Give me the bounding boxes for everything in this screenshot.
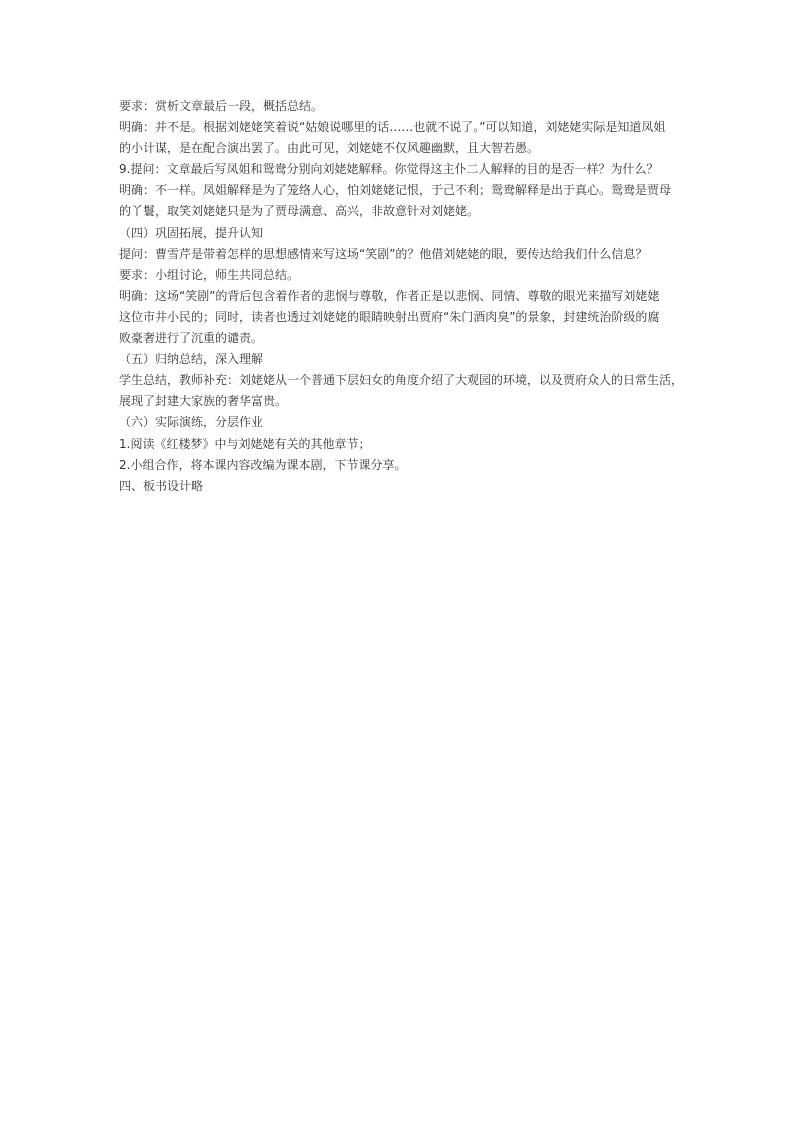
list-item: 2.小组合作，将本课内容改编为课本剧，下节课分享。 xyxy=(119,457,407,472)
paragraph-line: 的丫鬟，取笑刘姥姥只是为了贾母满意、高兴，非故意针对刘姥姥。 xyxy=(119,204,480,219)
section-heading: （六）实际演练，分层作业 xyxy=(119,415,264,430)
paragraph-line: 要求：小组讨论，师生共同总结。 xyxy=(119,267,300,282)
paragraph-line: 明确：这场“笑剧”的背后包含着作者的悲悯与尊敬，作者正是以悲悯、同情、尊敬的眼光来描写刘姥姥 xyxy=(119,288,660,303)
paragraph-line: 明确：不一样。凤姐解释是为了笼络人心，怕刘姥姥记恨，于己不利；鸳鸯解释是出于真心。鸳鸯是贾母 xyxy=(119,183,672,198)
paragraph-line: 要求：赏析文章最后一段，概括总结。 xyxy=(119,99,324,113)
paragraph-line: 提问：曹雪芹是带着怎样的思想感情来写这场“笑剧”的？他借刘姥姥的眼，要传达给我们什么信息？ xyxy=(119,246,648,261)
section-heading: （五）归纳总结，深入理解 xyxy=(119,352,264,367)
paragraph-line: 学生总结，教师补充：刘姥姥从一个普通下层妇女的角度介绍了大观园的环境，以及贾府众人的日常生活， xyxy=(119,373,684,388)
section-heading: 四、板书设计略 xyxy=(119,478,204,493)
document-body xyxy=(119,96,684,497)
paragraph-line: 9.提问：文章最后写凤姐和鸳鸯分别向刘姥姥解释。你觉得这主仆二人解释的目的是否一样？为什么？ xyxy=(119,162,659,177)
paragraph-line: 明确：并不是。根据刘姥姥笑着说“姑娘说哪里的话……也就不说了。”可以知道，刘姥姥实际是知道凤姐 xyxy=(119,120,666,135)
list-item: 1.阅读《红楼梦》中与刘姥姥有关的其他章节； xyxy=(119,436,371,451)
section-heading: （四）巩固拓展，提升认知 xyxy=(119,225,264,240)
paragraph-line: 的小计谋，是在配合演出罢了。由此可见，刘姥姥不仅风趣幽默，且大智若愚。 xyxy=(119,141,540,156)
paragraph-line: 败豪奢进行了沉重的谴责。 xyxy=(119,331,264,346)
paragraph-line: 这位市井小民的；同时，读者也透过刘姥姥的眼睛映射出贾府“朱门酒肉臭”的景象，封建统治阶级的腐 xyxy=(119,309,660,324)
paragraph-line: 展现了封建大家族的奢华富贵。 xyxy=(119,394,288,409)
